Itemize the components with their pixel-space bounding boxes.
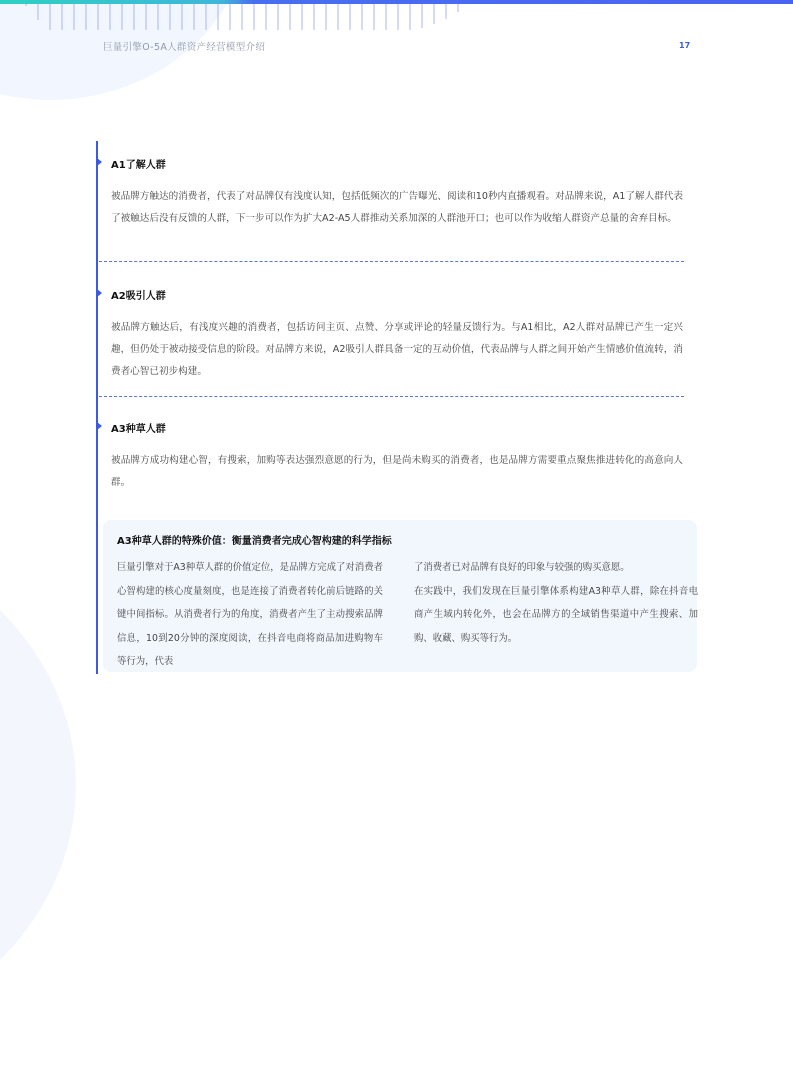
callout-paragraph: 了消费者已对品牌有良好的印象与较强的购买意愿。	[414, 562, 630, 573]
section-a1	[97, 156, 697, 230]
callout-column-right	[414, 556, 698, 650]
triangle-marker-icon	[97, 158, 102, 166]
callout-column-left: 巨量引擎对于A3种草人群的价值定位，是品牌方完成了对消费者心智构建的核心度量刻度，也是连接了消费者转化前后链路的关键中间指标。从消费者行为的角度，消费者产生了主动搜索品牌信息，10到20分钟的深度阅读，在抖音电商将商品加进购物车等行为，代表	[117, 562, 383, 667]
decorative-vertical-stripes	[0, 0, 480, 30]
triangle-marker-icon	[97, 289, 102, 297]
callout-box	[103, 520, 697, 672]
section-body: 被品牌方触达的消费者，代表了对品牌仅有浅度认知，包括低频次的广告曝光、阅读和10秒内直播观看。对品牌来说，A1了解人群代表了被触达后没有反馈的人群，下一步可以作为扩大A2-A5人群推动关系加深的人群池开口；也可以作为收缩人群资产总量的舍弃目标。	[111, 191, 683, 224]
section-title: A2吸引人群	[111, 291, 166, 302]
section-body: 被品牌方触达后，有浅度兴趣的消费者，包括访问主页、点赞、分享或评论的轻量反馈行为。与A1相比，A2人群对品牌已产生一定兴趣，但仍处于被动接受信息的阶段。对品牌方来说，A2吸引人群具备一定的互动价值，代表品牌与人群之间开始产生情感价值流转，消费者心智已初步构建。	[111, 322, 683, 377]
dashed-divider	[99, 396, 684, 397]
callout-paragraph: 在实践中，我们发现在巨量引擎体系构建A3种草人群，除在抖音电商产生域内转化外，也会在品牌方的全域销售渠道中产生搜索、加购、收藏、购买等行为。	[414, 585, 698, 644]
section-a2	[97, 287, 697, 383]
decorative-horizontal-stripes	[463, 777, 793, 1077]
section-a3	[97, 420, 697, 494]
section-body: 被品牌方成功构建心智，有搜索，加购等表达强烈意愿的行为，但是尚未购买的消费者，也是品牌方需要重点聚焦推进转化的高意向人群。	[111, 455, 683, 488]
callout-title: A3种草人群的特殊价值：衡量消费者完成心智构建的科学指标	[117, 536, 392, 547]
top-gradient-bar	[0, 0, 793, 4]
section-title: A3种草人群	[111, 424, 166, 435]
triangle-marker-icon	[97, 422, 102, 430]
dashed-divider	[99, 261, 684, 262]
decorative-circle-left	[0, 515, 76, 1055]
page-number: 17	[679, 41, 691, 50]
section-title: A1了解人群	[111, 160, 166, 171]
running-header-title: 巨量引擎O-5A人群资产经营模型介绍	[103, 42, 266, 53]
